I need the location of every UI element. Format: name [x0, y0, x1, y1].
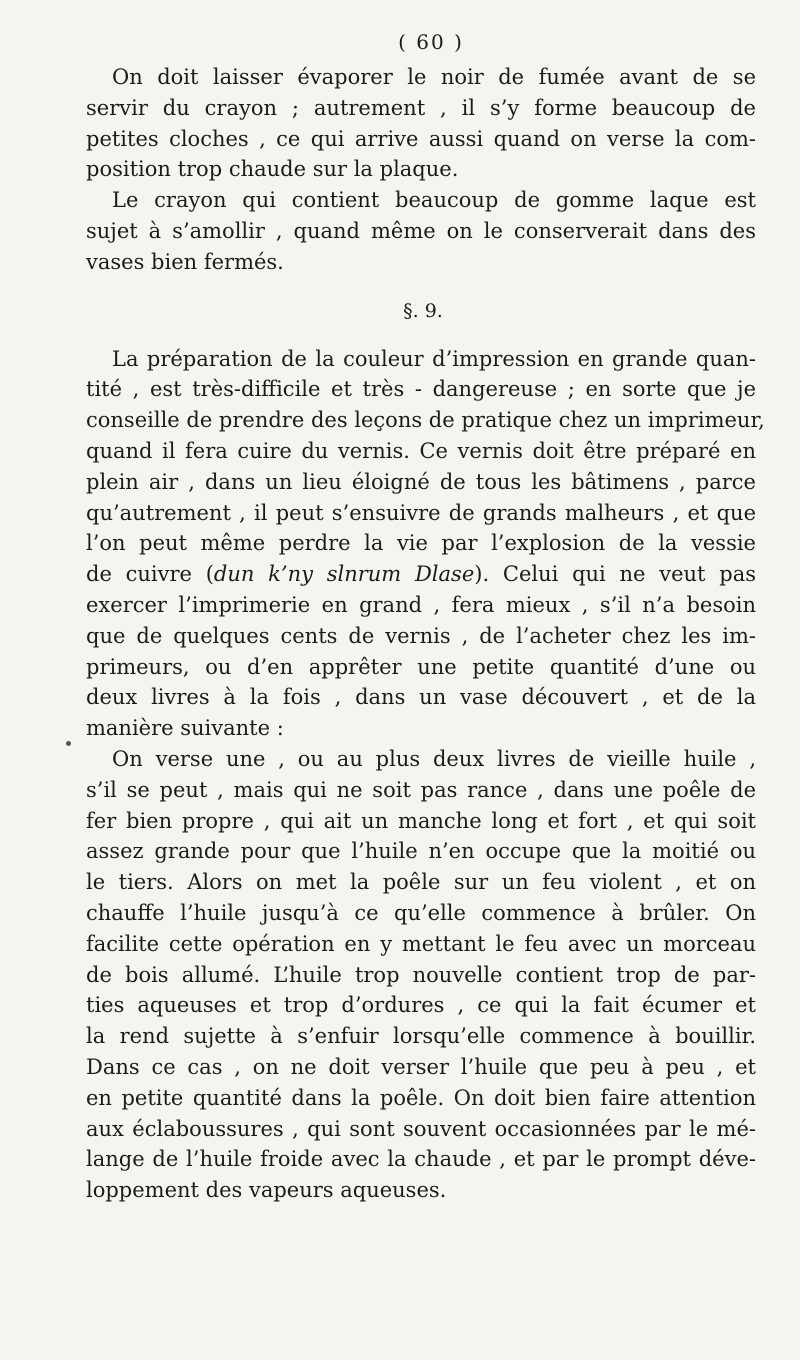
- paragraph-2: [86, 185, 756, 277]
- section-heading: §. 9.: [403, 299, 443, 322]
- text-line: conseille de prendre des leçons de pratique chez un imprimeur,: [86, 408, 765, 433]
- text-line: exercer l’imprimerie en grand , fera mieux , s’il n’a besoin: [86, 592, 756, 617]
- text-line: Dans ce cas , on ne doit verser l’huile que peu à peu , et: [86, 1054, 756, 1079]
- text-line: chauffe l’huile jusqu’à ce qu’elle commence à brûler. On: [86, 900, 756, 925]
- text-line: assez grande pour que l’huile n’en occupe que la moitié ou: [86, 839, 756, 864]
- text-line: vases bien fermés.: [86, 249, 284, 274]
- text-line: le tiers. Alors on met la poêle sur un feu violent , et on: [86, 870, 756, 895]
- text-line: petites cloches , ce qui arrive aussi quand on verse la com-: [86, 126, 756, 151]
- text-line: On doit laisser évaporer le noir de fumée avant de se: [112, 65, 756, 89]
- text-line: qu’autrement , il peut s’ensuivre de grands malheurs , et que: [86, 500, 756, 525]
- text-line: de bois allumé. L’huile trop nouvelle contient trop de par-: [86, 962, 756, 987]
- text-line: fer bien propre , qui ait un manche long et fort , et qui soit: [86, 808, 756, 833]
- text-line: ties aqueuses et trop d’ordures , ce qui la fait écumer et: [86, 993, 756, 1018]
- text-line: lange de l’huile froide avec la chaude , et par le prompt déve-: [86, 1147, 756, 1172]
- paragraph-3: [86, 344, 765, 744]
- text-line: servir du crayon ; autrement , il s’y forme beaucoup de: [86, 95, 756, 120]
- text-line: en petite quantité dans la poêle. On doit bien faire attention: [86, 1085, 756, 1110]
- text-line: facilite cette opération en y mettant le feu avec un morceau: [86, 931, 756, 956]
- text-line: position trop chaude sur la plaque.: [86, 157, 459, 182]
- text-line: deux livres à la fois , dans un vase découvert , et de la: [86, 685, 756, 710]
- text-line: sujet à s’amollir , quand même on le conserverait dans des: [86, 218, 756, 243]
- text-line: que de quelques cents de vernis , de l’acheter chez les im-: [86, 623, 756, 648]
- text-line: La préparation de la couleur d’impression en grande quan-: [112, 346, 756, 371]
- text-line-with-italic: [86, 559, 756, 590]
- paragraph-1: [86, 62, 756, 185]
- text-line: Le crayon qui contient beaucoup de gomme laque est: [112, 188, 756, 213]
- text-fragment: de cuivre (: [86, 562, 214, 587]
- text-line: primeurs, ou d’en apprêter une petite quantité d’une ou: [86, 654, 756, 679]
- text-line: la rend sujette à s’enfuir lorsqu’elle commence à bouillir.: [86, 1024, 756, 1049]
- paragraph-4: [86, 744, 756, 1206]
- margin-mark: [66, 741, 71, 746]
- text-line: aux éclaboussures , qui sont souvent occasionnées par le mé-: [86, 1116, 756, 1141]
- text-line: On verse une , ou au plus deux livres de vieille huile ,: [112, 746, 756, 771]
- text-line: loppement des vapeurs aqueuses.: [86, 1178, 447, 1203]
- text-line: plein air , dans un lieu éloigné de tous les bâtimens , parce: [86, 469, 756, 494]
- text-line: manière suivante :: [86, 716, 284, 741]
- text-line: tité , est très-difficile et très - dangereuse ; en sorte que je: [86, 377, 756, 402]
- page-number: ( 60 ): [398, 30, 464, 54]
- text-fragment: ). Celui qui ne veut pas: [474, 562, 756, 587]
- text-line: quand il fera cuire du vernis. Ce vernis doit être préparé en: [86, 438, 756, 463]
- text-line: s’il se peut , mais qui ne soit pas rance , dans une poêle de: [86, 777, 756, 802]
- text-line: l’on peut même perdre la vie par l’explosion de la vessie: [86, 531, 756, 556]
- italic-phrase: dun k’ny slnrum Dlase: [213, 562, 475, 587]
